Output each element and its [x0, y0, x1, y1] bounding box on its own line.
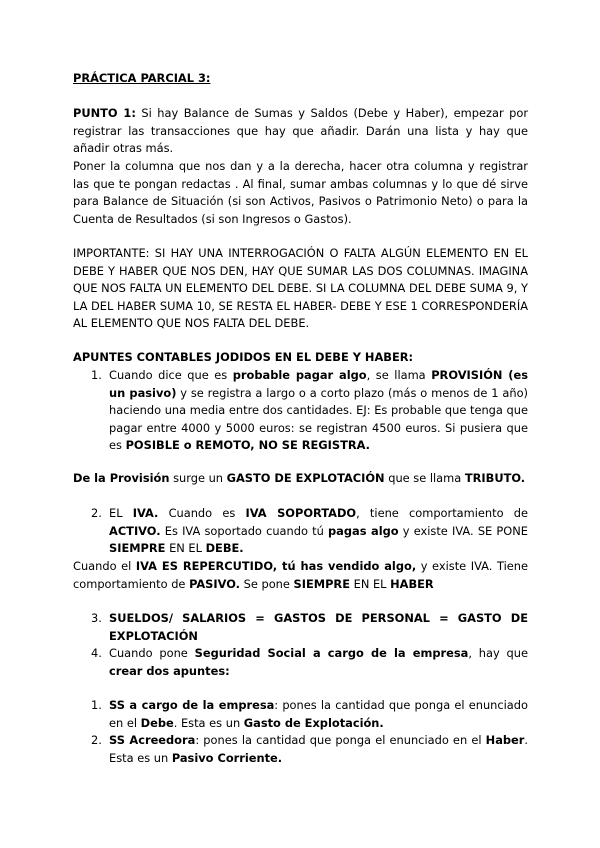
list-item-provision: Cuando dice que es probable pagar algo, se llama PROVISIÓN (es un pasivo) y se registra a largo o a corto plazo (más o menos de 1 año) haciendo una media entre dos cantidades. EJ: Es probable que tenga que pagar entre 4000 y 5000 euros: se registran 4500 euros. Si pusiera que es POSIBLE o REMOTO, NO SE REGISTRA. — [109, 368, 529, 453]
list-item-seguridad-social: Cuando pone Seguridad Social a cargo de la empresa, hay que crear dos apuntes: — [109, 646, 528, 678]
importante-paragraph: IMPORTANTE: SI HAY UNA INTERROGACIÓN O FALTA ALGÚN ELEMENTO EN EL DEBE Y HABER QUE NOS DEN, HAY QUE SUMAR LAS DOS COLUMNAS. IMAGINA QUE NOS FALTA UN ELEMENTO DEL DEBE. SI LA COLUMNA DEL DEBE SUMA 9, Y LA DEL HABER SUMA 10, SE RESTA EL HABER- DEBE Y ESE 1 CORRESPONDERÍA AL ELEMENTO QUE NOS FALTA DEL DEBE. — [73, 246, 528, 331]
list-item-ss-empresa: SS a cargo de la empresa: pones la cantidad que ponga el enunciado en el Debe. Esta es un Gasto de Explotación. — [109, 698, 528, 730]
page-title: PRÁCTICA PARCIAL 3: — [73, 71, 211, 85]
list-item-sueldos: SUELDOS/ SALARIOS = GASTOS DE PERSONAL = GASTO DE EXPLOTACIÓN — [109, 611, 528, 643]
list-number: 1. — [91, 368, 102, 382]
list-item-iva: EL IVA. Cuando es IVA SOPORTADO, tiene comportamiento de ACTIVO. Es IVA soportado cuando tú pagas algo y existe IVA. SE PONE SIEMPRE EN EL DEBE. — [109, 506, 528, 556]
list-number: 4. — [91, 646, 102, 660]
punto1-paragraph: PUNTO 1: Si hay Balance de Sumas y Saldos (Debe y Haber), empezar por registrar las transacciones que hay que añadir. Darán una lista y hay que añadir otras más. — [73, 106, 529, 156]
list-number: 1. — [91, 698, 102, 712]
apuntes-heading: APUNTES CONTABLES JODIDOS EN EL DEBE Y HABER: — [73, 350, 414, 364]
list-item-ss-acreedora: SS Acreedora: pones la cantidad que ponga el enunciado en el Haber. Esta es un Pasivo Corriente. — [109, 733, 528, 765]
repercutido-paragraph: Cuando el IVA ES REPERCUTIDO, tú has vendido algo, y existe IVA. Tiene comportamiento de PASIVO. Se pone SIEMPRE EN EL HABER — [73, 559, 528, 591]
poner-paragraph: Poner la columna que nos dan y a la derecha, hacer otra columna y registrar las que te pongan redactas . Al final, sumar ambas columnas y lo que dé sirve para Balance de Situación (si son Activos, Pasivos o Patrimonio Neto) o para la Cuenta de Resultados (si son Ingresos o Gastos). — [73, 159, 528, 226]
list-number: 2. — [91, 733, 102, 747]
list-number: 3. — [91, 611, 102, 625]
list-number: 2. — [91, 506, 102, 520]
provision-paragraph: De la Provisión surge un GASTO DE EXPLOTACIÓN que se llama TRIBUTO. — [73, 471, 526, 485]
